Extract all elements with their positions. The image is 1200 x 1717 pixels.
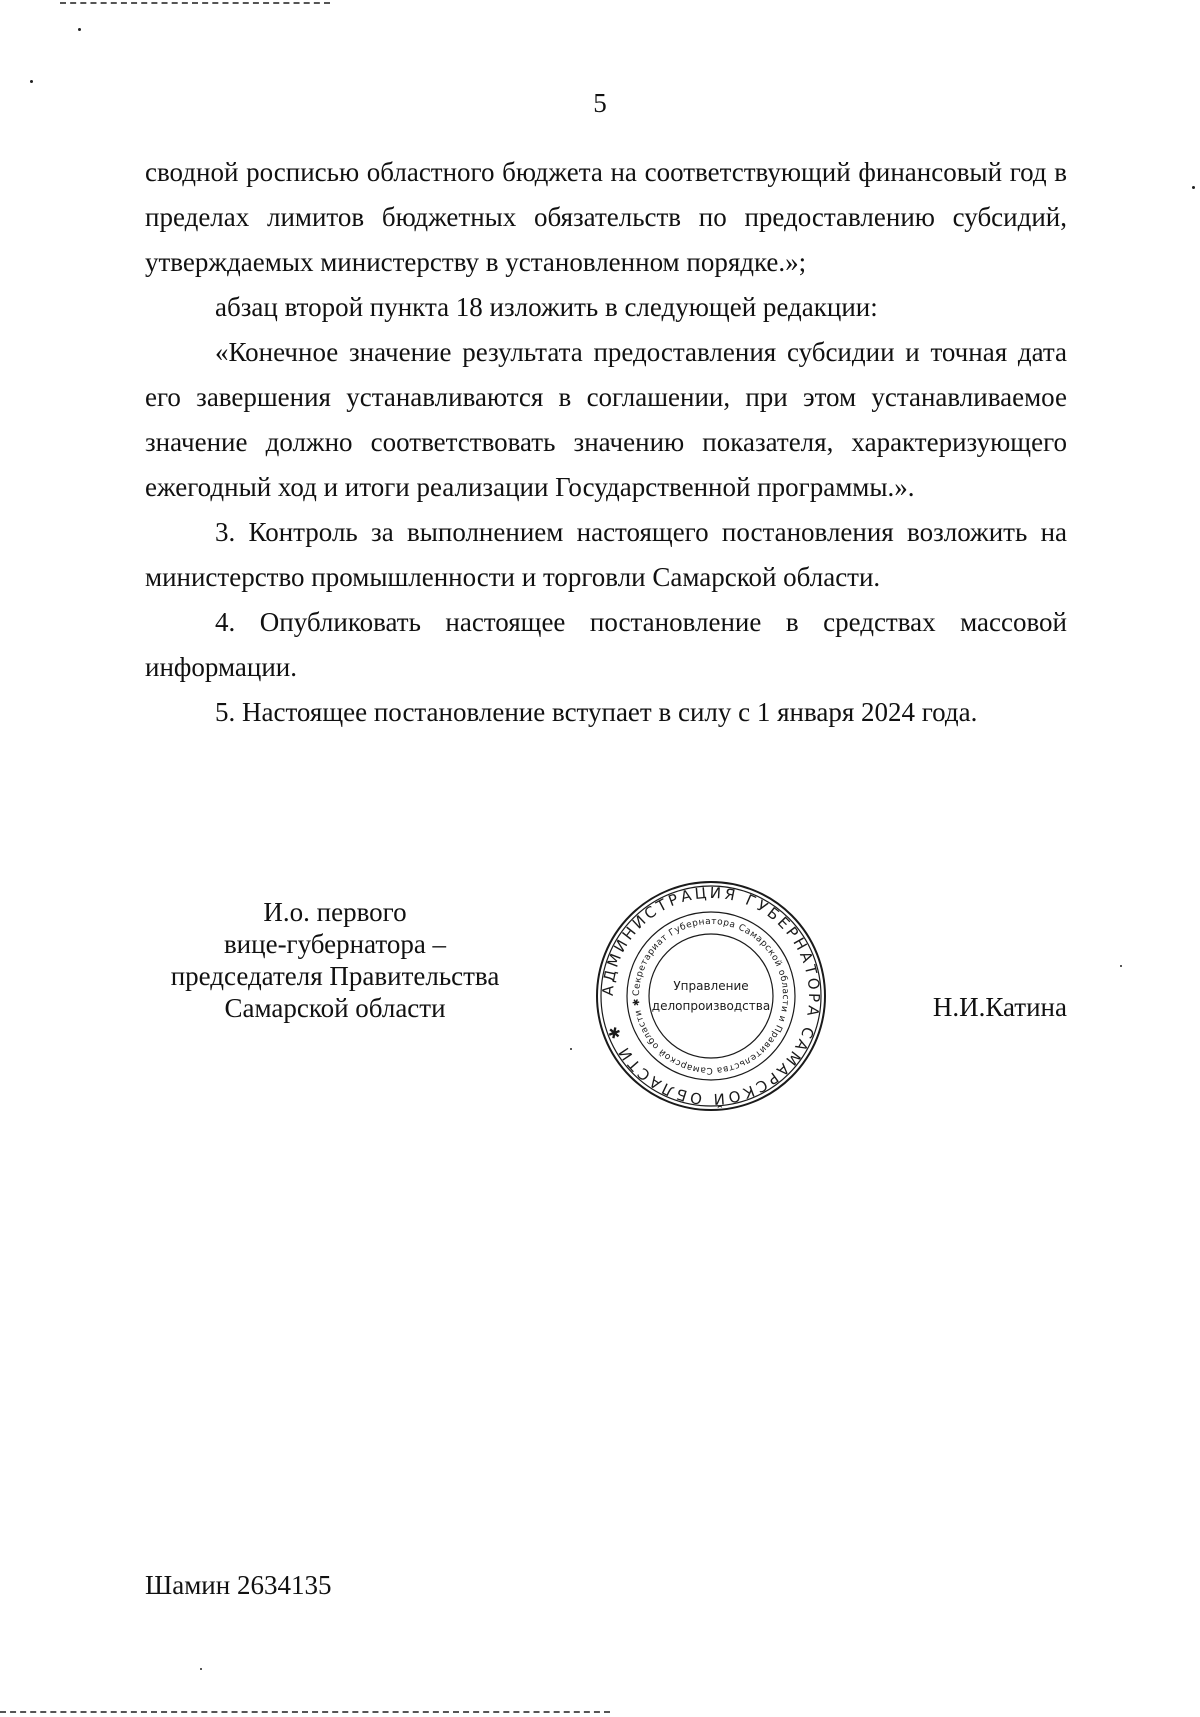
svg-text:Секретариат Губернатора Самарс (632, 917, 790, 1075)
signature-block (145, 883, 1067, 1136)
scan-speck (200, 1668, 202, 1670)
scan-speck (570, 1048, 572, 1050)
paragraph-effective-date: 5. Настоящее постановление вступает в силу с 1 января 2024 года. (215, 697, 978, 727)
signer-title-line: председателя Правительства (170, 961, 500, 991)
signer-title-line: Самарской области (224, 993, 446, 1023)
signer-name: Н.И.Катина (932, 992, 1067, 1022)
seal-inner-text: Секретариат Губернатора Самарской области и Правительства Самарской области ✱ (631, 916, 791, 1076)
scan-speck (1120, 965, 1122, 967)
official-seal (593, 878, 829, 1114)
seal-outer-text: АДМИНИСТРАЦИЯ ГУБЕРНАТОРА САМАРСКОЙ ОБЛАСТИ ✱ (598, 883, 824, 1109)
official-seal-graphic (593, 878, 829, 1114)
seal-center-line-2: делопроизводства (651, 999, 771, 1013)
scan-speck (1192, 186, 1195, 189)
paragraph-control: 3. Контроль за выполнением настоящего постановления возложить на министерство промышленности и торговли Самарской области. (145, 517, 1067, 592)
paragraph-result-value: «Конечное значение результата предоставления субсидии и точная дата его завершения устанавливаются в соглашении, при этом устанавливаемое значение должно соответствовать значению показателя, характеризующего ежегодный ход и итоги реализации Государственной программы.». (145, 337, 1067, 502)
document-author: Шамин 2634135 (145, 1570, 332, 1600)
page-number: 5 (593, 88, 607, 118)
paragraph-publication: 4. Опубликовать настоящее постановление в средствах массовой информации. (145, 607, 1067, 682)
scan-edge-top (60, 2, 330, 4)
seal-center-line-1: Управление (673, 979, 749, 993)
scan-speck (30, 80, 33, 83)
signer-title (145, 896, 525, 1024)
scan-speck (78, 28, 81, 31)
paragraph-budget-continuation: сводной росписью областного бюджета на соответствующий финансовый год в пределах лимитов бюджетных обязательств по предоставлению субсидий, утверждаемых министерству в установленном порядке.»; (145, 157, 1067, 277)
signer-title-line: И.о. первого (263, 897, 407, 927)
paragraph-edit-instruction: абзац второй пункта 18 изложить в следующей редакции: (215, 292, 878, 322)
document-body (145, 150, 1067, 735)
scan-edge-bottom (0, 1711, 610, 1713)
signer-title-line: вице-губернатора – (223, 929, 447, 959)
